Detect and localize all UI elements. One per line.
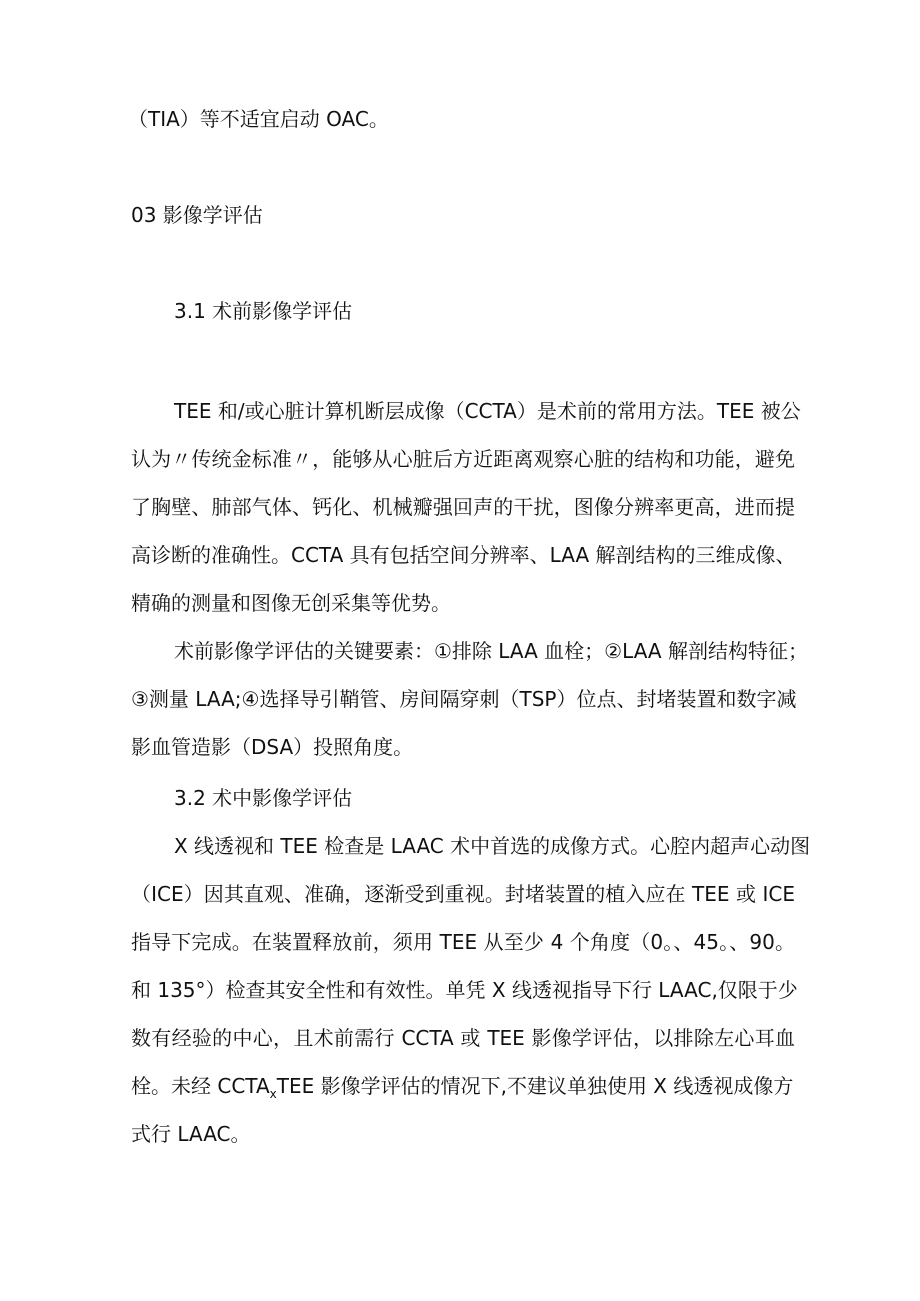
- paragraph-line: 数有经验的中心，且术前需行 CCTA 或 TEE 影像学评估，以排除左心耳血: [131, 1026, 795, 1050]
- paragraph-line: ③测量 LAA;④选择导引鞘管、房间隔穿刺（TSP）位点、封堵装置和数字减: [131, 687, 797, 711]
- paragraph-line: 高诊断的准确性。CCTA 具有包括空间分辨率、LAA 解剖结构的三维成像、: [131, 543, 796, 567]
- paragraph-line: 指导下完成。在装置释放前，须用 TEE 从至少 4 个角度（0。、45。、90。: [131, 930, 795, 954]
- subsection-heading-intraop: 3.2 术中影像学评估: [174, 786, 353, 810]
- subscript: x: [269, 1087, 277, 1101]
- paragraph-line: TEE 和/或心脏计算机断层成像（CCTA）是术前的常用方法。TEE 被公: [174, 399, 801, 423]
- paragraph-line: 和 135°）检查其安全性和有效性。单凭 X 线透视指导下行 LAAC,仅限于少: [131, 978, 798, 1002]
- paragraph-line: 了胸壁、肺部气体、钙化、机械瓣强回声的干扰，图像分辨率更高，进而提: [131, 495, 795, 519]
- section-heading: 03 影像学评估: [131, 203, 263, 227]
- paragraph-line: 术前影像学评估的关键要素：①排除 LAA 血栓；②LAA 解剖结构特征；: [174, 639, 808, 663]
- line-text-after: TEE 影像学评估的情况下,不建议单独使用 X 线透视成像方: [276, 1074, 794, 1098]
- intro-line: （TIA）等不适宜启动 OAC。: [128, 107, 389, 131]
- paragraph-line: （ICE）因其直观、准确，逐渐受到重视。封堵装置的植入应在 TEE 或 ICE: [131, 882, 795, 906]
- subsection-heading-preop: 3.1 术前影像学评估: [174, 299, 353, 323]
- paragraph-line: 精确的测量和图像无创采集等优势。: [131, 591, 451, 615]
- paragraph-line: 式行 LAAC。: [131, 1122, 251, 1146]
- line-text-before: 栓。未经 CCTA: [131, 1074, 270, 1098]
- paragraph-line: 认为〃传统金标准〃，能够从心脏后方近距离观察心脏的结构和功能，避免: [131, 447, 795, 471]
- paragraph-line: 影血管造影（DSA）投照角度。: [131, 735, 414, 759]
- paragraph-line-with-subscript: [131, 1073, 793, 1107]
- paragraph-line: X 线透视和 TEE 检查是 LAAC 术中首选的成像方式。心腔内超声心动图: [174, 834, 811, 858]
